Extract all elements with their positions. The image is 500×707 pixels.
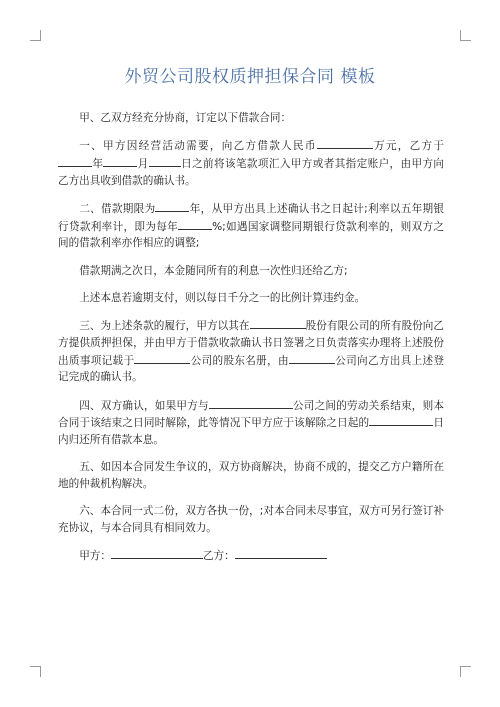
- clause-2-text-b: 年，从甲方出具上述确认书之日起计;利率以五年期银行贷款利率计，即为每年: [58, 202, 445, 233]
- clause-3-text-a: 三、为上述条款的履行，甲方以其在: [79, 320, 250, 333]
- penalty-paragraph: 上述本息若逾期支付，则以每日千分之一的比例计算违约金。: [79, 291, 366, 304]
- clause-1: [58, 137, 444, 189]
- blank-issuing-company[interactable]: [289, 352, 335, 364]
- clause-5: 五、如因本合同发生争议的，双方协商解决，协商不成的，提交乙方户籍所在地的仲裁机构解决。: [58, 461, 444, 490]
- party-b-signature-field[interactable]: [235, 547, 327, 559]
- blank-interest-rate[interactable]: [178, 218, 212, 230]
- crop-mark-top-right: [460, 30, 471, 41]
- clause-3-text-b: 股份有限公司的所有股份向乙方提供质押担保，并由甲方于借款收款确认书日签署之日负责落实办理将上述股份出质事项记载于: [58, 320, 445, 367]
- due-paragraph: 借款期满之次日，本金随同所有的利息一次性归还给乙方;: [79, 264, 348, 277]
- document-title: 外贸公司股权质押担保合同 模板: [124, 67, 376, 87]
- clause-3-text-d: 公司向乙方出具上述登记完成的确认书。: [58, 354, 445, 384]
- blank-day[interactable]: [149, 155, 181, 167]
- clause-3: [58, 317, 444, 385]
- crop-mark-bottom-left: [30, 666, 41, 677]
- signature-line: [58, 547, 444, 565]
- clause-4-text-a: 四、双方确认，如果甲方与: [79, 399, 209, 412]
- party-b-label: 乙方：: [202, 550, 235, 563]
- party-a-signature-field[interactable]: [111, 547, 203, 559]
- clause-2: [58, 200, 444, 252]
- blank-employer-company[interactable]: [209, 397, 293, 409]
- clause-1-text-d: 月: [137, 157, 149, 170]
- clause-1-text-b: 万元，乙方于: [372, 140, 444, 153]
- clause-6: 六、本合同一式二份，双方各执一份，;对本合同未尽事宜，双方可另行签订补充协议，与本合同具有相同效力。: [58, 505, 444, 534]
- blank-year[interactable]: [58, 155, 92, 167]
- clause-4: [58, 397, 444, 449]
- clause-1-text-a: 一、甲方因经营活动需要，向乙方借款人民币: [79, 140, 317, 153]
- blank-loan-term[interactable]: [155, 200, 189, 212]
- blank-repay-days[interactable]: [369, 414, 433, 426]
- crop-mark-bottom-right: [460, 666, 471, 677]
- clause-3-text-c: 公司的股东名册，由: [190, 354, 289, 367]
- blank-month[interactable]: [103, 155, 137, 167]
- clause-2-text-a: 二、借款期限为: [79, 202, 156, 215]
- clause-4-text-c: 日内归还所有借款本息。: [58, 417, 444, 446]
- clause-4-text-b: 公司之间的劳动关系结束，则本合同于该结束之日同时解除，此等情况下甲方应于该解除之日起的: [58, 399, 445, 430]
- document-body: [58, 110, 444, 575]
- crop-mark-top-left: [30, 30, 41, 41]
- clause-1-text-e: 日之前将该笔款项汇入甲方或者其指定账户，由甲方向乙方出具收到借款的确认书。: [58, 157, 445, 187]
- blank-loan-amount[interactable]: [317, 137, 373, 149]
- intro-paragraph: 甲、乙双方经充分协商，订定以下借款合同：: [79, 112, 292, 124]
- party-a-label: 甲方：: [79, 550, 111, 563]
- blank-company-name[interactable]: [250, 317, 306, 329]
- clause-1-text-c: 年: [92, 157, 104, 170]
- clause-2-text-c: %;如遇国家调整同期银行贷款利率的，则双方之间的借款利率亦作相应的调整;: [58, 220, 444, 250]
- blank-register-company[interactable]: [134, 352, 190, 364]
